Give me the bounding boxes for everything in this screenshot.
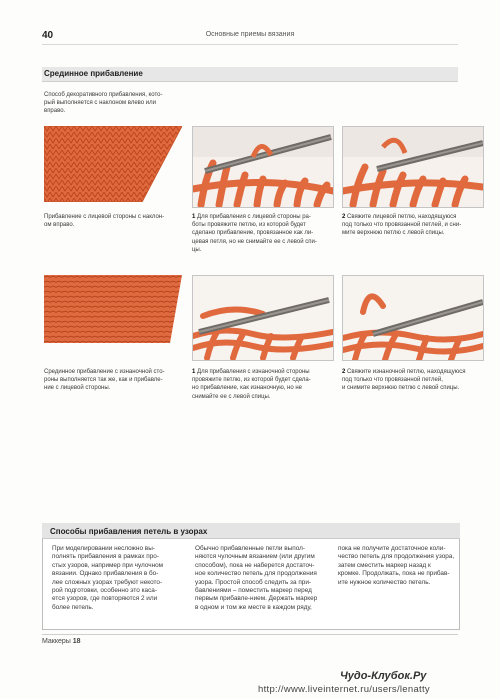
step1-face-photo bbox=[192, 126, 334, 208]
step2-face-photo bbox=[342, 126, 484, 208]
footer-page-number: 18 bbox=[72, 638, 81, 645]
footer-divider bbox=[42, 634, 458, 635]
tip-box-title: Способы прибавления петель в узорах bbox=[50, 527, 208, 536]
step-number: 2 bbox=[342, 214, 346, 220]
tip-box-col3: пока не получите достаточное коли- чество петель для продолжения узора, затем сместить маркер назад к кромке. Продолжать, пока не прибав- ите нужное количество петель. bbox=[338, 545, 455, 586]
section-title: Срединное прибавление bbox=[44, 69, 143, 78]
footer-label: Маккеры 18 bbox=[42, 638, 81, 645]
row2-step1-text: 1 Для прибавления с изнаночной стороны провяжите петлю, из которой будет сдела- но прибавление, как изнаночную, но не снимайте ее с левой спицы. bbox=[192, 369, 311, 400]
step-number: 2 bbox=[342, 369, 346, 375]
step-number: 1 bbox=[192, 214, 196, 220]
row2-caption: Срединное прибавление с изнаночной сто- роны выполняется так же, как и прибавле- ние с лицевой стороны. bbox=[44, 369, 165, 392]
row1-step1-text: 1 Для прибавления с лицевой стороны ра- боты провяжите петлю, из которой будет сделано прибавление, провязанное как ли- цевая петля, но не снимайте ее с левой спи- цы. bbox=[192, 214, 317, 253]
section-intro: Способ декоративного прибавления, кото- рый выполняется с наклоном влево или вправо. bbox=[44, 92, 163, 115]
tip-box-col1: При моделировании несложно вы- полнять прибавления в рамках про- стых узоров, например при чулочном вязании. Однако прибавления в бо- лее сложных узорах требуют некото- рой подготовки, особенно это каса- ется узоров, где повторяются 2 или более петель. bbox=[52, 545, 164, 611]
row1-step2-text: 2 Свяжите лицевой петлю, находящуюся под только что провязанной петлей, и сни- мите верхнюю петлю с левой спицы. bbox=[342, 214, 462, 237]
row2-step2-text: 2 Свяжите изнаночной петлю, находящуюся под только что провязанной петлей, и снимите верхнюю петлю с левой спицы. bbox=[342, 369, 466, 392]
header-divider bbox=[42, 44, 458, 45]
swatch-purl-side-photo bbox=[44, 275, 182, 343]
row1-caption: Прибавление с лицевой стороны с наклон- ом вправо. bbox=[44, 214, 165, 229]
page-number: 40 bbox=[42, 30, 54, 41]
step2-purl-photo bbox=[342, 275, 484, 361]
step-number: 1 bbox=[192, 369, 196, 375]
watermark-url[interactable]: http://www.liveinternet.ru/users/lenatty bbox=[258, 684, 430, 695]
tip-box-col2: Обычно прибавленные петли выпол- няются чулочным вязанием (или другим способом), пока не наберется достаточ- ное количество петель для продолжения узора. Простой способ следить за при- бавлениями – поместить маркер перед первым прибавле-нием. Держать маркер в одном и том же месте в каждом ряду, bbox=[195, 545, 318, 611]
watermark-site: Чудо-Клубок.Ру bbox=[340, 670, 427, 682]
running-title: Основные приемы вязания bbox=[205, 31, 295, 38]
swatch-right-slant-photo bbox=[44, 126, 182, 202]
step1-purl-photo bbox=[192, 275, 334, 361]
